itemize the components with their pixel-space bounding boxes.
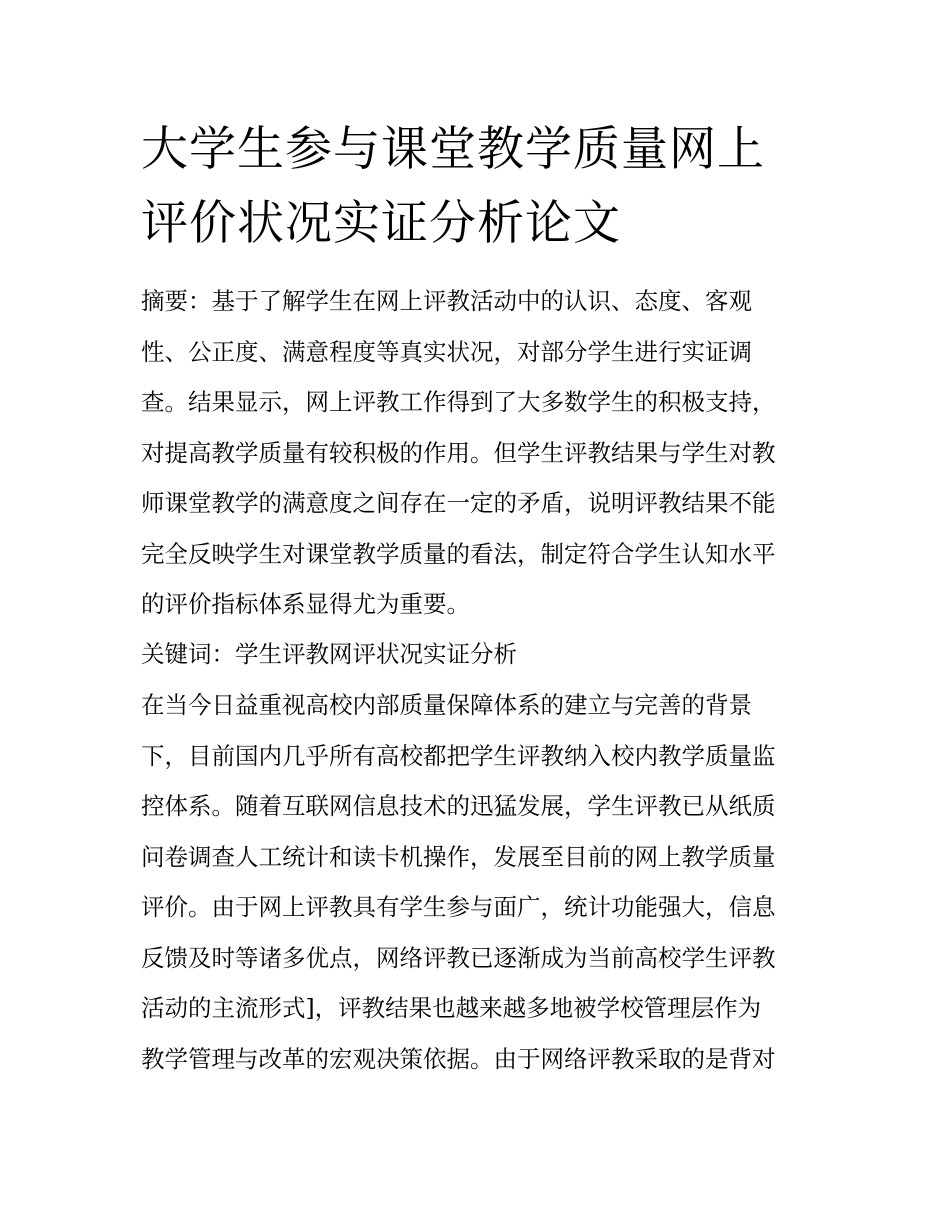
- keywords-line: 关键词：学生评教网评状况实证分析: [141, 640, 517, 668]
- intro-line: 活动的主流形式]，评教结果也越来越多地被学校管理层作为: [141, 994, 762, 1022]
- intro-paragraph: [141, 680, 821, 1084]
- abstract-line: 性、公正度、满意程度等真实状况，对部分学生进行实证调: [141, 337, 752, 366]
- abstract-line: 的评价指标体系显得尤为重要。: [141, 590, 470, 618]
- abstract-line: 师课堂教学的满意度之间存在一定的矛盾，说明评教结果不能: [141, 489, 776, 517]
- abstract-line: 对提高教学质量有较积极的作用。但学生评教结果与学生对教: [141, 438, 776, 467]
- title-line: 大学生参与课堂教学质量网上: [141, 122, 765, 177]
- abstract-line: 完全反映学生对课堂教学质量的看法，制定符合学生认知水平: [141, 539, 776, 568]
- abstract-paragraph: [141, 276, 821, 630]
- intro-line: 问卷调查人工统计和读卡机操作，发展至目前的网上教学质量: [141, 842, 776, 871]
- keywords-paragraph: [141, 629, 821, 680]
- intro-line: 教学管理与改革的宏观决策依据。由于网络评教采取的是背对: [141, 1044, 776, 1073]
- intro-line: 下，目前国内几乎所有高校都把学生评教纳入校内教学质量监: [141, 741, 776, 770]
- document-title: [141, 113, 821, 261]
- intro-line: 在当今日益重视高校内部质量保障体系的建立与完善的背景: [141, 691, 752, 719]
- abstract-line: 摘要：基于了解学生在网上评教活动中的认识、态度、客观: [141, 287, 752, 315]
- title-line: 评价状况实证分析论文: [141, 196, 621, 251]
- intro-line: 控体系。随着互联网信息技术的迅猛发展，学生评教已从纸质: [141, 792, 776, 820]
- intro-line: 反馈及时等诸多优点，网络评教已逐渐成为当前高校学生评教: [141, 943, 776, 972]
- intro-line: 评价。由于网上评教具有学生参与面广，统计功能强大，信息: [141, 893, 776, 921]
- abstract-line: 查。结果显示，网上评教工作得到了大多数学生的积极支持，: [141, 388, 776, 416]
